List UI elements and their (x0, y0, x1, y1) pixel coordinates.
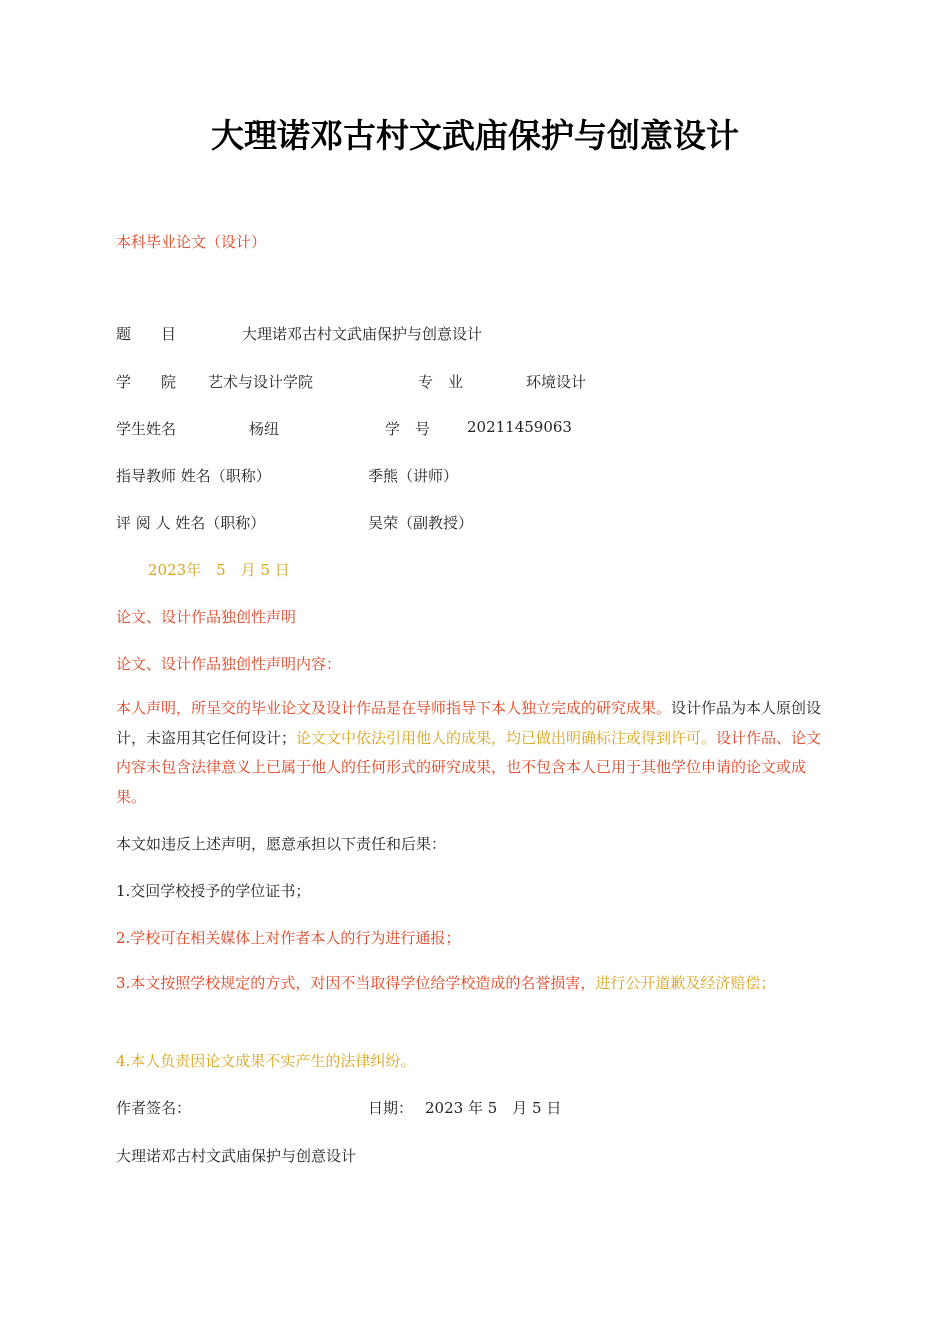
declaration-content-heading: 论文、设计作品独创性声明内容： (116, 655, 342, 673)
thesis-type: 本科毕业论文（设计） (116, 233, 267, 251)
advisor-label: 指导教师 姓名（职称） (116, 467, 271, 485)
signature-date-value: 2023 年 5 月 5 日 (425, 1099, 562, 1117)
declaration-text-part3: 论文文中依法引用他人的成果，均已做出明确标注或得到许可。 (296, 728, 717, 747)
consequence-intro: 本文如违反上述声明，愿意承担以下责任和后果： (116, 835, 447, 853)
consequence-item-2: 2.学校可在相关媒体上对作者本人的行为进行通报； (116, 929, 461, 947)
signature-date-label: 日期： (368, 1099, 414, 1117)
college-label: 学 院 (116, 373, 177, 391)
student-id-value: 20211459063 (467, 418, 572, 436)
college-value: 艺术与设计学院 (208, 373, 314, 391)
reviewer-value: 吴荣（副教授） (368, 514, 474, 532)
declaration-text-part2: 设计作品为本人原创设计，未盗用其它任何设计； (116, 699, 822, 747)
student-label: 学生姓名 (116, 420, 177, 438)
student-id-label: 学 号 (385, 420, 431, 438)
consequence-item-3-part2: 进行公开道歉及经济赔偿； (595, 974, 776, 992)
declaration-text-part1: 本人声明，所呈交的毕业论文及设计作品是在导师指导下本人独立完成的研究成果。 (116, 699, 672, 717)
declaration-paragraph (116, 694, 828, 812)
declaration-text-part4: 设计作品、论文内容未包含法律意义上已属于他人的任何形式的研究成果，也不包含本人已用于其他学位申请的论文或成果。 (116, 728, 822, 806)
reviewer-label: 评 阅 人 姓名（职称） (116, 514, 266, 532)
major-value: 环境设计 (526, 373, 587, 391)
declaration-heading: 论文、设计作品独创性声明 (116, 608, 297, 626)
consequence-item-4: 4.本人负责因论文成果不实产生的法律纠纷。 (116, 1052, 416, 1070)
advisor-value: 季熊（讲师） (368, 467, 459, 485)
topic-value: 大理诺邓古村文武庙保护与创意设计 (242, 325, 483, 343)
footer-title: 大理诺邓古村文武庙保护与创意设计 (116, 1147, 357, 1165)
consequence-item-3 (116, 969, 828, 999)
signature-label: 作者签名： (116, 1099, 192, 1117)
document-title: 大理诺邓古村文武庙保护与创意设计 (211, 116, 739, 155)
topic-label: 题 目 (116, 325, 177, 343)
major-label: 专 业 (418, 373, 464, 391)
consequence-item-1: 1.交回学校授予的学位证书； (116, 882, 311, 900)
consequence-item-3-part1: 3.本文按照学校规定的方式，对因不当取得学位给学校造成的名誉损害， (116, 974, 596, 992)
cover-date: 2023年 5 月 5 日 (148, 561, 290, 579)
student-value: 杨纽 (249, 420, 280, 438)
